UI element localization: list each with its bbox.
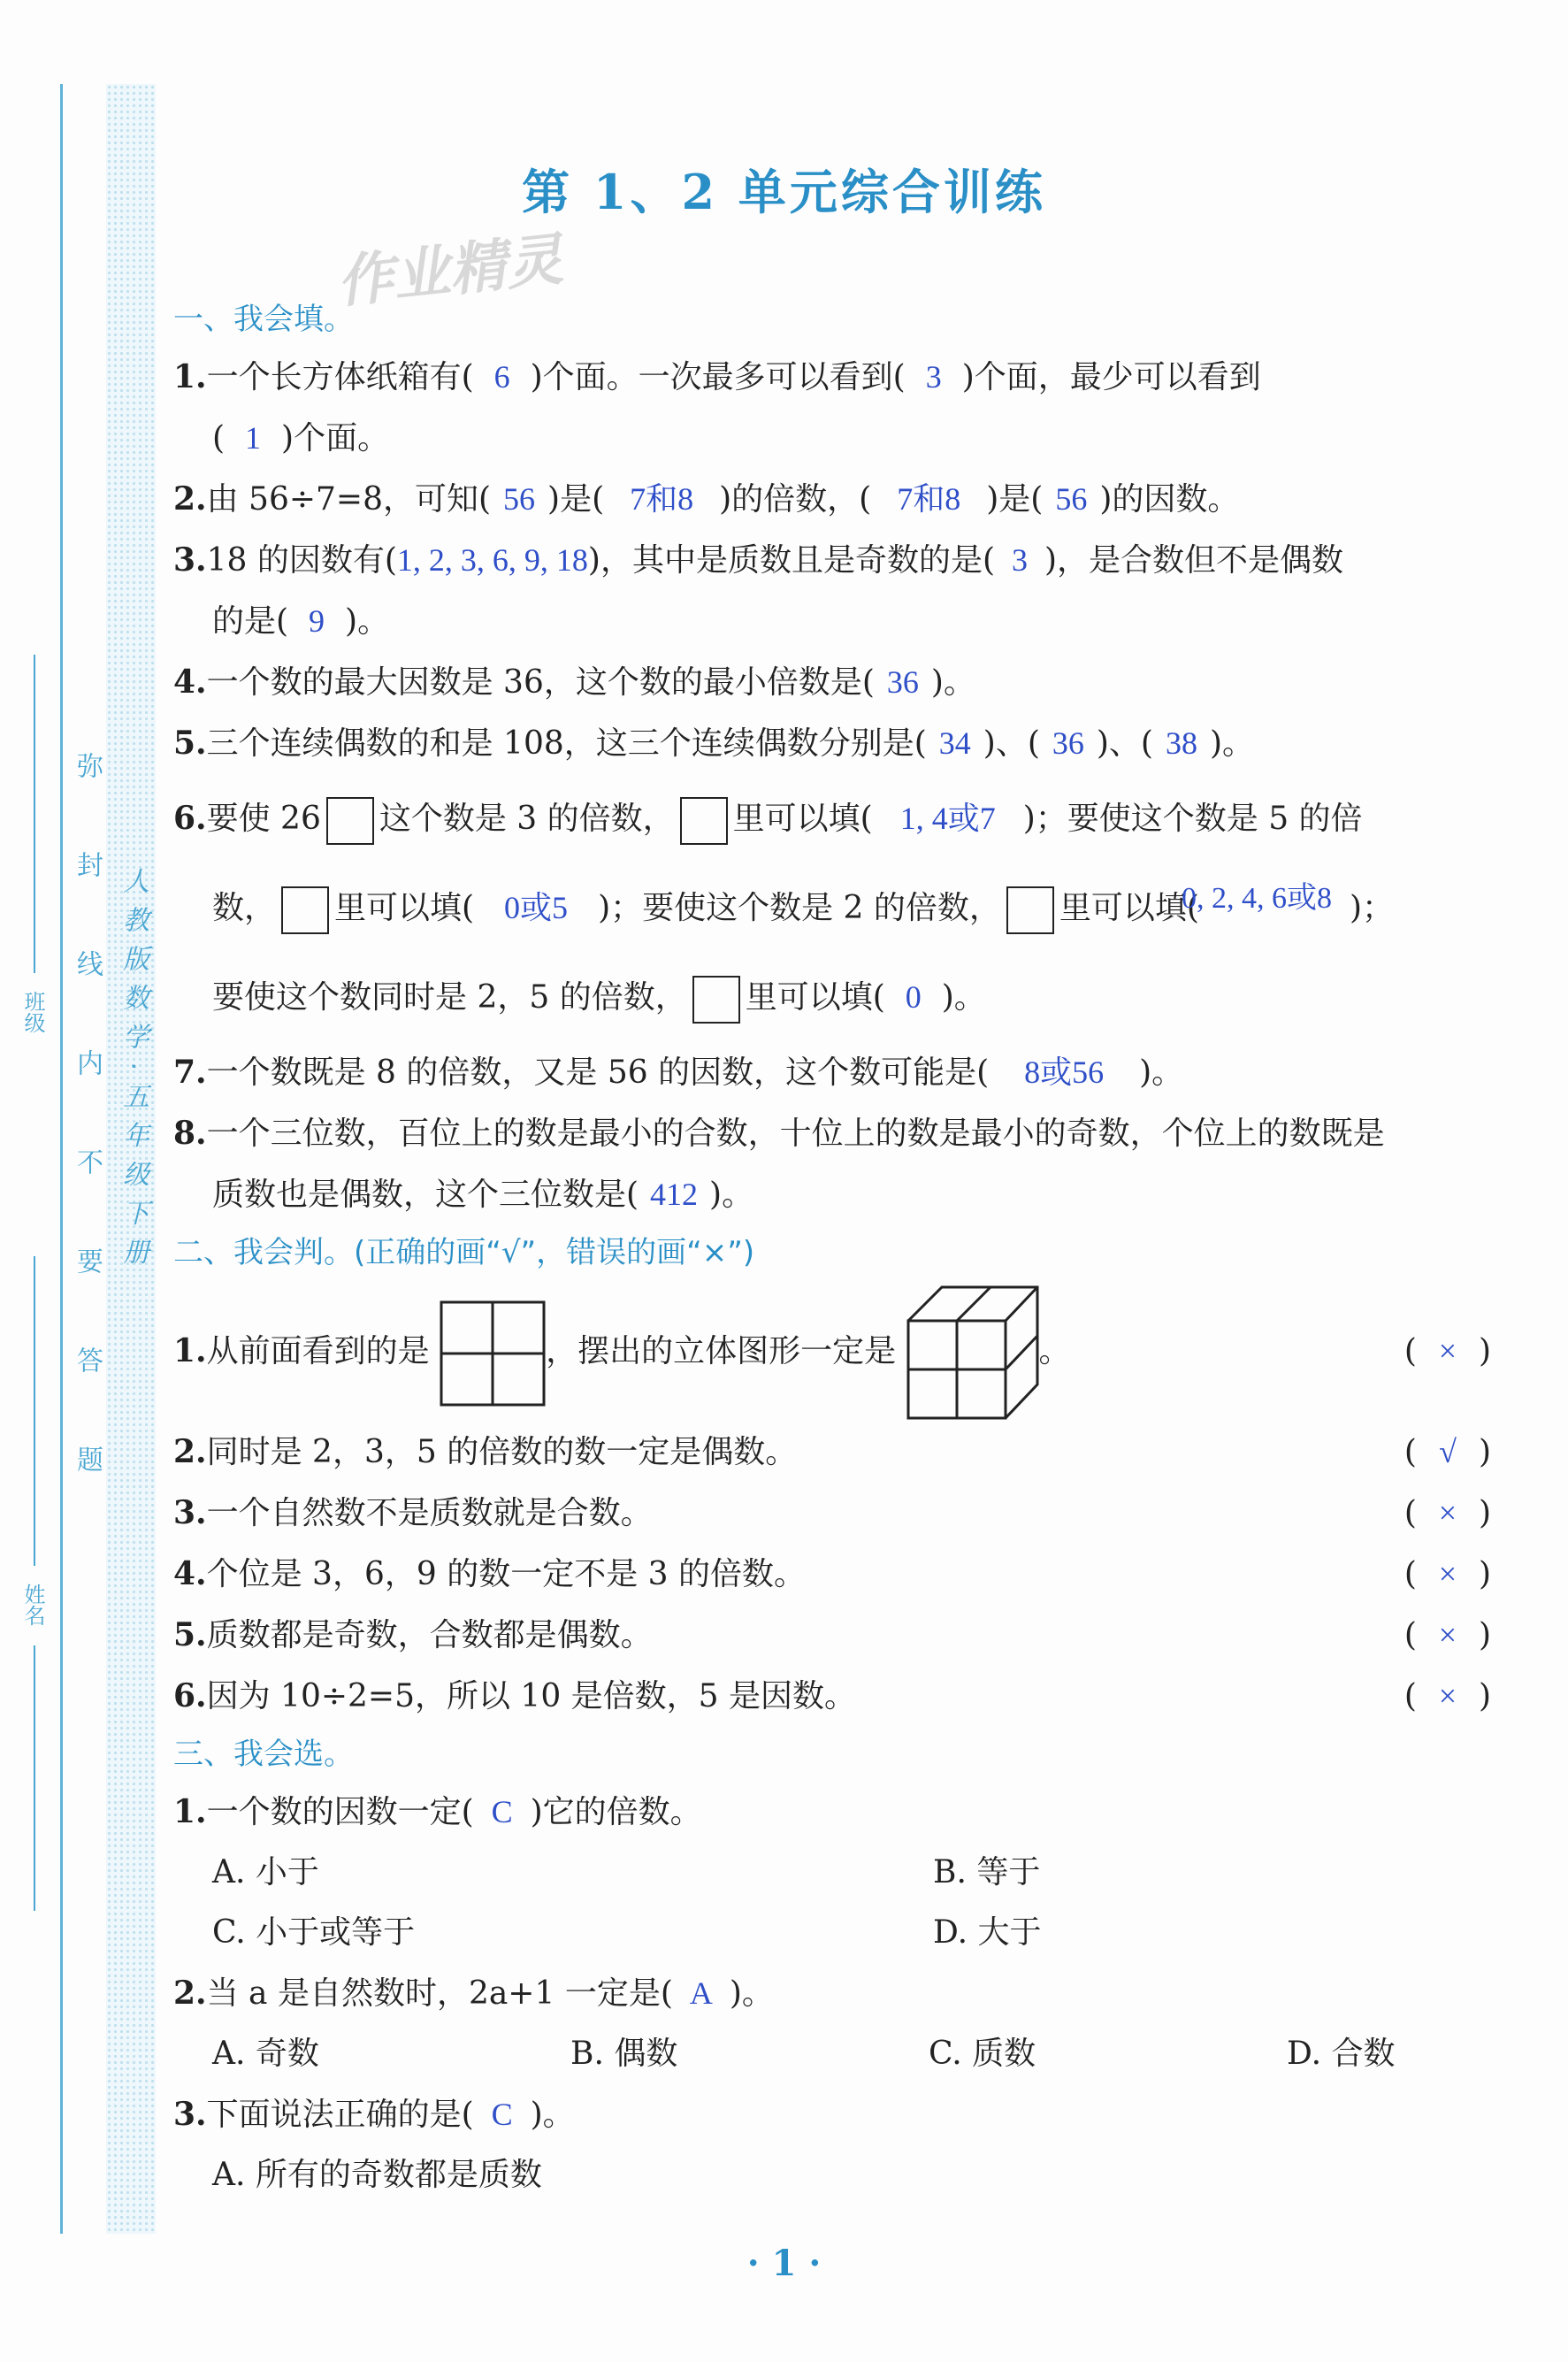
name-write-line-lower <box>34 1645 35 1911</box>
cube-figure <box>906 1285 1039 1423</box>
question-1-cont <box>173 408 1491 469</box>
question-text: 数， <box>212 890 277 926</box>
answer: 0或5 <box>504 890 569 925</box>
option-b[interactable]: B. 偶数 <box>570 2036 678 2072</box>
question-number: 3. <box>173 541 207 579</box>
name-write-line <box>34 1256 35 1566</box>
answer: 36 <box>886 664 919 700</box>
question-8 <box>173 1103 1491 1164</box>
answer: 1, 4或7 <box>899 801 996 836</box>
paren-close: ) <box>1478 1333 1491 1369</box>
question-text: 这个数是 3 的倍数， <box>379 801 675 837</box>
answer: 56 <box>1055 481 1088 517</box>
blank-box[interactable] <box>680 797 728 845</box>
answer: 3 <box>925 359 942 395</box>
front-view-figure <box>440 1300 546 1407</box>
answer: 412 <box>650 1177 699 1212</box>
question-text: 一个长方体纸箱有( <box>206 359 474 395</box>
binding-line <box>60 84 63 2234</box>
question-text: )，是合数但不是偶数 <box>1044 542 1344 579</box>
question-number: 5. <box>173 1616 207 1653</box>
paren-close: ) <box>1478 1495 1491 1531</box>
seal-notice <box>67 752 106 1548</box>
answer: × <box>1438 1678 1457 1714</box>
question-number: 6. <box>173 1677 207 1714</box>
seal-char: 不 <box>72 1148 103 1247</box>
section-heading: 一、我会填。 <box>173 302 354 337</box>
question-text: 里可以填( <box>745 979 885 1016</box>
judge-item-2 <box>173 1422 1491 1483</box>
question-text: 要使这个数同时是 2，5 的倍数， <box>212 979 687 1016</box>
question-8-cont <box>173 1164 1491 1225</box>
class-label: 班级 <box>20 991 45 1033</box>
question-2 <box>173 469 1491 530</box>
question-number: 2. <box>173 1975 207 2012</box>
question-text: )。 <box>930 664 975 701</box>
question-text: 一个数的最大因数是 36，这个数的最小倍数是( <box>206 664 875 701</box>
seal-char: 答 <box>72 1346 103 1446</box>
question-4 <box>173 652 1491 713</box>
question-text: 下面说法正确的是( <box>206 2097 474 2133</box>
option-d[interactable]: D. 合数 <box>1287 2036 1396 2072</box>
option-c[interactable]: C. 小于或等于 <box>212 1914 416 1951</box>
option-a[interactable]: A. 所有的奇数都是质数 <box>212 2157 542 2193</box>
question-text: )； <box>1349 890 1394 926</box>
option-d[interactable]: D. 大于 <box>933 1914 1042 1951</box>
choice-options <box>173 1903 1491 1963</box>
option-b[interactable]: B. 等于 <box>933 1854 1041 1890</box>
question-text: 里可以填( <box>334 890 475 926</box>
choice-question-1 <box>173 1782 1491 1843</box>
question-text: 里可以填( <box>732 801 873 837</box>
question-3-cont <box>173 591 1491 652</box>
question-5 <box>173 713 1491 774</box>
choice-question-3 <box>173 2084 1491 2145</box>
question-6-cont2 <box>173 953 1491 1042</box>
question-text: )。 <box>1209 725 1255 762</box>
answer: 36 <box>1052 725 1084 761</box>
question-text: 18 的因数有( <box>206 542 397 579</box>
answer: 1 <box>245 420 262 456</box>
question-number: 2. <box>173 1433 207 1470</box>
question-6 <box>173 774 1491 863</box>
question-7 <box>173 1042 1491 1103</box>
paren-open: ( <box>1404 1617 1417 1653</box>
answer: 7和8 <box>897 481 961 517</box>
name-label: 姓名 <box>20 1584 45 1626</box>
judge-answer <box>1385 1422 1491 1483</box>
choice-options <box>173 2024 1491 2084</box>
section-heading: 三、我会选。 <box>173 1737 354 1772</box>
judge-item-1 <box>173 1280 1491 1422</box>
question-text: )。 <box>1139 1054 1184 1091</box>
answer: 0, 2, 4, 6或8 <box>1181 882 1332 915</box>
question-text: )的因数。 <box>1099 481 1240 518</box>
question-6-cont <box>173 863 1491 953</box>
worksheet-content <box>173 292 1491 2205</box>
option-c[interactable]: C. 质数 <box>929 2036 1036 2072</box>
answer: 34 <box>938 725 971 761</box>
question-text: ，摆出的立体图形一定是 <box>546 1333 897 1369</box>
question-text: )的倍数，( <box>719 481 872 518</box>
question-number: 3. <box>173 1494 207 1531</box>
answer: 7和8 <box>630 481 694 517</box>
seal-char: 弥 <box>72 752 103 851</box>
question-text: 质数也是偶数，这个三位数是( <box>212 1177 639 1213</box>
question-text: )，其中是质数且是奇数的是( <box>587 542 995 579</box>
judge-item-3 <box>173 1483 1491 1544</box>
judge-answer <box>1385 1544 1491 1605</box>
option-a[interactable]: A. 奇数 <box>212 2036 319 2072</box>
question-text: )。 <box>345 603 390 640</box>
question-text: 个位是 3，6，9 的数一定不是 3 的倍数。 <box>206 1556 806 1592</box>
question-text: )。 <box>729 1975 774 2012</box>
answer: 3 <box>1012 542 1028 578</box>
answer: 8或56 <box>1024 1054 1105 1090</box>
question-text: 里可以填( <box>1059 890 1199 926</box>
judge-item-5 <box>173 1605 1491 1666</box>
blank-box[interactable] <box>692 976 740 1024</box>
question-text: 三个连续偶数的和是 108，这三个连续偶数分别是( <box>206 725 927 762</box>
answer: A <box>689 1975 713 2011</box>
paren-open: ( <box>1404 1678 1417 1714</box>
seal-char: 封 <box>72 851 103 950</box>
question-text: 当 a 是自然数时，2a+1 一定是( <box>206 1975 673 2012</box>
answer: 0 <box>905 979 922 1015</box>
answer: C <box>491 1794 513 1829</box>
page-title: 第 1、2 单元综合训练 <box>522 164 1046 220</box>
blank-box[interactable] <box>281 886 329 934</box>
judge-answer <box>1385 1483 1491 1544</box>
paren-open: ( <box>1404 1434 1417 1470</box>
question-text: 同时是 2，3，5 的倍数的数一定是偶数。 <box>206 1434 798 1470</box>
answer: × <box>1438 1495 1457 1530</box>
question-text: )、( <box>983 725 1040 762</box>
answer: 1, 2, 3, 6, 9, 18 <box>396 542 588 578</box>
question-number: 3. <box>173 2096 207 2133</box>
question-text: )。 <box>709 1177 754 1213</box>
paren-close: ) <box>1478 1617 1491 1653</box>
choice-options <box>173 2145 1491 2205</box>
question-text: )、( <box>1096 725 1153 762</box>
seal-char: 线 <box>72 950 103 1049</box>
question-text: )；要使这个数是 5 的倍 <box>1022 801 1363 837</box>
series-label: 人教版数学·五年级下册 <box>118 867 149 1277</box>
judge-item-4 <box>173 1544 1491 1605</box>
paren-close: ) <box>1478 1678 1491 1714</box>
question-text: 一个数既是 8 的倍数，又是 56 的因数，这个数可能是( <box>206 1054 990 1091</box>
question-1 <box>173 347 1491 408</box>
class-write-line <box>34 655 35 973</box>
seal-char: 内 <box>72 1049 103 1148</box>
question-text: 的是( <box>212 603 289 640</box>
answer: √ <box>1439 1434 1457 1469</box>
question-number: 5. <box>173 725 207 762</box>
question-text: 质数都是奇数，合数都是偶数。 <box>206 1617 653 1653</box>
question-number: 4. <box>173 663 207 701</box>
question-text: 一个数的因数一定( <box>206 1794 474 1830</box>
section-heading: 二、我会判。(正确的画“√”，错误的画“×”) <box>173 1235 755 1270</box>
watermark: 作业精灵 <box>333 226 566 317</box>
question-text: ( <box>212 420 226 456</box>
question-number: 1. <box>173 1332 207 1369</box>
question-text: )；要使这个数是 2 的倍数， <box>598 890 1001 926</box>
page-number: · 1 · <box>746 2243 822 2284</box>
answer: 9 <box>309 603 325 639</box>
question-text: )是( <box>986 481 1044 518</box>
question-number: 1. <box>173 358 207 395</box>
answer: 56 <box>503 481 536 517</box>
paren-open: ( <box>1404 1495 1417 1531</box>
blank-box[interactable] <box>326 797 374 845</box>
question-number: 8. <box>173 1115 207 1152</box>
question-text: 一个三位数，百位上的数是最小的合数，十位上的数是最小的奇数，个位上的数既是 <box>206 1116 1385 1152</box>
choice-question-2 <box>173 1963 1491 2024</box>
paren-open: ( <box>1404 1333 1417 1369</box>
blank-box[interactable] <box>1006 886 1054 934</box>
question-text: )。 <box>530 2097 575 2133</box>
question-text: )。 <box>941 979 986 1016</box>
paren-close: ) <box>1478 1434 1491 1470</box>
question-text: )个面，最少可以看到 <box>961 359 1261 395</box>
question-number: 6. <box>173 800 207 837</box>
question-text: )个面。一次最多可以看到( <box>530 359 906 395</box>
question-text: 要使 26 <box>206 801 321 837</box>
choice-options <box>173 1843 1491 1903</box>
answer: 6 <box>493 359 510 395</box>
answer: C <box>491 2097 513 2132</box>
judge-answer <box>1385 1605 1491 1666</box>
judge-answer <box>1385 1666 1491 1727</box>
answer: × <box>1438 1556 1457 1591</box>
question-text: 由 56÷7=8，可知( <box>206 481 492 518</box>
answer: 38 <box>1165 725 1197 761</box>
option-a[interactable]: A. 小于 <box>212 1854 319 1890</box>
question-text: 一个自然数不是质数就是合数。 <box>206 1495 653 1531</box>
question-text: )它的倍数。 <box>530 1794 702 1830</box>
seal-char: 要 <box>72 1247 103 1346</box>
question-text: )是( <box>547 481 605 518</box>
judge-item-6 <box>173 1666 1491 1727</box>
answer: × <box>1438 1333 1457 1369</box>
seal-char: 题 <box>72 1446 103 1545</box>
question-number: 1. <box>173 1793 207 1830</box>
question-number: 2. <box>173 480 207 518</box>
question-number: 7. <box>173 1054 207 1091</box>
question-3 <box>173 530 1491 591</box>
answer: × <box>1438 1617 1457 1653</box>
question-text: )个面。 <box>281 420 390 456</box>
judge-answer <box>1385 1280 1491 1423</box>
paren-close: ) <box>1478 1556 1491 1592</box>
question-text: 因为 10÷2=5，所以 10 是倍数，5 是因数。 <box>206 1678 857 1714</box>
question-number: 4. <box>173 1555 207 1592</box>
question-text: 从前面看到的是 <box>206 1333 430 1369</box>
question-text: 。 <box>1038 1333 1071 1369</box>
paren-open: ( <box>1404 1556 1417 1592</box>
